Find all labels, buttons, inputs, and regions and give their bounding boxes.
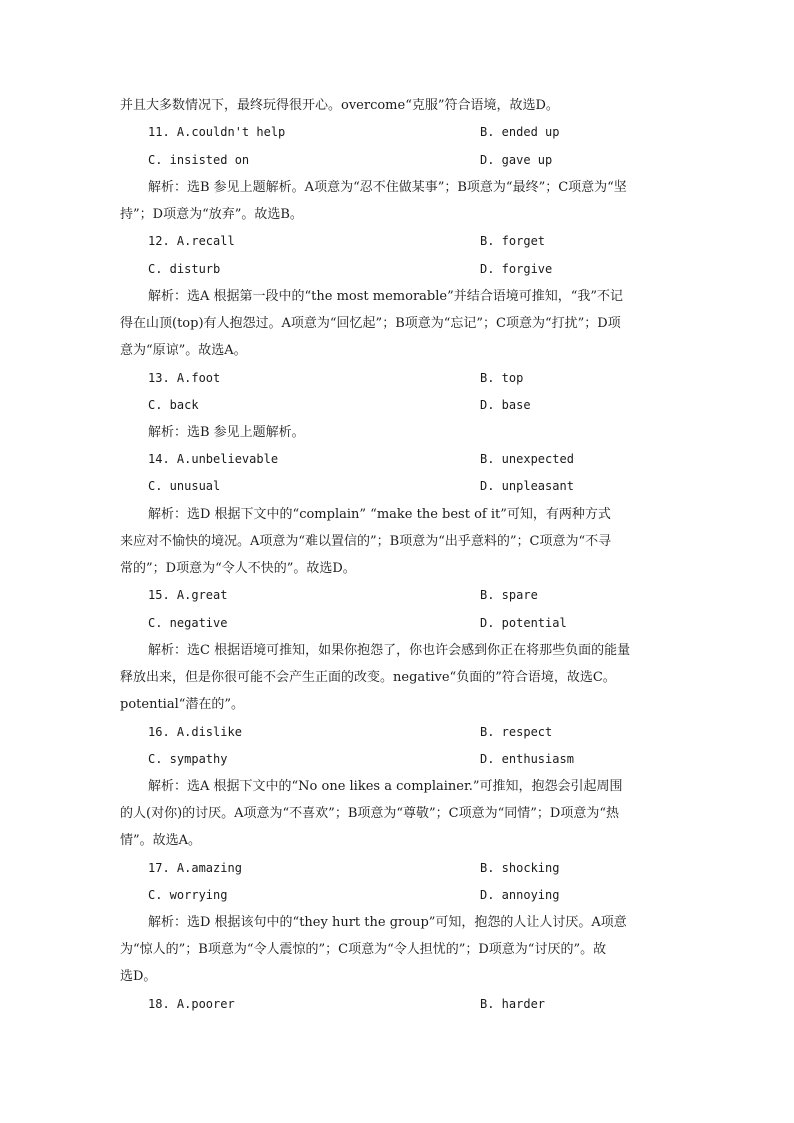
explanation-text: 解析：选D 根据该句中的“they hurt the group”可知，抱怨的人让人讨厌。A项意: [148, 915, 627, 930]
explanation-line: [120, 773, 680, 800]
option-c: C. insisted on: [148, 153, 250, 167]
explanation-line: [120, 691, 680, 718]
explanation-line: [120, 201, 680, 228]
explanation-text: 持”；D项意为“放弃”。故选B。: [120, 207, 303, 222]
explanation-line: [120, 909, 680, 936]
option-row: [120, 446, 680, 473]
option-row: [120, 256, 680, 283]
option-d: D. enthusiasm: [480, 752, 574, 766]
option-row: [120, 228, 680, 255]
option-b: B. unexpected: [480, 452, 574, 466]
explanation-text: 意为“原谅”。故选A。: [120, 343, 247, 358]
option-c: C. unusual: [148, 479, 221, 493]
explanation-line: [120, 664, 680, 691]
explanation-line: [120, 174, 680, 201]
option-b: B. top: [480, 371, 524, 385]
option-row: [120, 582, 680, 609]
option-b: B. harder: [480, 997, 546, 1011]
intro-text: 并且大多数情况下，最终玩得很开心。overcome“克服”符合语境，故选D。: [120, 98, 559, 113]
explanation-line: [120, 963, 680, 990]
option-a: 16. A.dislike: [148, 725, 242, 739]
option-c: C. worrying: [148, 888, 228, 902]
option-b: B. ended up: [480, 125, 560, 139]
explanation-line: [120, 800, 680, 827]
explanation-text: 的人(对你)的讨厌。A项意为“不喜欢”；B项意为“尊敬”；C项意为“同情”；D项意为“热: [120, 806, 619, 821]
explanation-line: [120, 337, 680, 364]
option-row: [120, 882, 680, 909]
option-row: [120, 746, 680, 773]
option-b: B. shocking: [480, 861, 560, 875]
explanation-text: 解析：选A 根据第一段中的“the most memorable”并结合语境可推知，“我”不记: [148, 289, 624, 304]
explanation-line: [120, 637, 680, 664]
option-row: [120, 610, 680, 637]
option-d: D. potential: [480, 616, 567, 630]
option-d: D. annoying: [480, 888, 560, 902]
explanation-line: [120, 501, 680, 528]
explanation-text: 解析：选B 参见上题解析。A项意为“忍不住做某事”；B项意为“最终”；C项意为“坚: [148, 180, 627, 195]
explanation-text: 解析：选B 参见上题解析。: [148, 425, 305, 440]
explanation-text: 为“惊人的”；B项意为“令人震惊的”；C项意为“令人担忧的”；D项意为“讨厌的”。故: [120, 942, 607, 957]
option-c: C. sympathy: [148, 752, 228, 766]
option-d: D. forgive: [480, 262, 553, 276]
explanation-text: potential“潜在的”。: [120, 697, 245, 712]
option-row: [120, 365, 680, 392]
explanation-text: 解析：选A 根据下文中的“No one likes a complainer.”可推知，抱怨会引起周围: [148, 779, 623, 794]
option-a: 17. A.amazing: [148, 861, 242, 875]
option-row: [120, 991, 680, 1018]
explanation-text: 释放出来，但是你很可能不会产生正面的改变。negative“负面的”符合语境，故选C。: [120, 670, 616, 685]
explanation-text: 得在山顶(top)有人抱怨过。A项意为“回忆起”；B项意为“忘记”；C项意为“打扰”；D项: [120, 316, 621, 331]
explanation-line: [120, 555, 680, 582]
option-d: D. unpleasant: [480, 479, 574, 493]
option-row: [120, 855, 680, 882]
option-b: B. respect: [480, 725, 553, 739]
explanation-text: 常的”；D项意为“令人不快的”。故选D。: [120, 561, 356, 576]
option-c: C. disturb: [148, 262, 221, 276]
option-d: D. gave up: [480, 153, 553, 167]
option-a: 13. A.foot: [148, 371, 221, 385]
explanation-line: [120, 419, 680, 446]
explanation-line: [120, 283, 680, 310]
option-a: 11. A.couldn't help: [148, 125, 286, 139]
option-row: [120, 473, 680, 500]
explanation-text: 解析：选D 根据下文中的“complain” “make the best of it”可知，有两种方式: [148, 507, 611, 522]
option-row: [120, 119, 680, 146]
text-line: [120, 92, 680, 119]
option-row: [120, 392, 680, 419]
explanation-text: 选D。: [120, 969, 157, 984]
option-row: [120, 719, 680, 746]
explanation-line: [120, 528, 680, 555]
option-a: 12. A.recall: [148, 234, 235, 248]
explanation-line: [120, 936, 680, 963]
explanation-line: [120, 827, 680, 854]
option-a: 14. A.unbelievable: [148, 452, 279, 466]
option-b: B. forget: [480, 234, 546, 248]
explanation-text: 解析：选C 根据语境可推知，如果你抱怨了，你也许会感到你正在将那些负面的能量: [148, 643, 631, 658]
option-c: C. back: [148, 398, 199, 412]
option-row: [120, 147, 680, 174]
explanation-text: 情”。故选A。: [120, 833, 202, 848]
explanation-text: 来应对不愉快的境况。A项意为“难以置信的”；B项意为“出乎意料的”；C项意为“不寻: [120, 534, 612, 549]
option-a: 18. A.poorer: [148, 997, 235, 1011]
option-c: C. negative: [148, 616, 228, 630]
option-d: D. base: [480, 398, 531, 412]
explanation-line: [120, 310, 680, 337]
option-b: B. spare: [480, 588, 538, 602]
option-a: 15. A.great: [148, 588, 228, 602]
